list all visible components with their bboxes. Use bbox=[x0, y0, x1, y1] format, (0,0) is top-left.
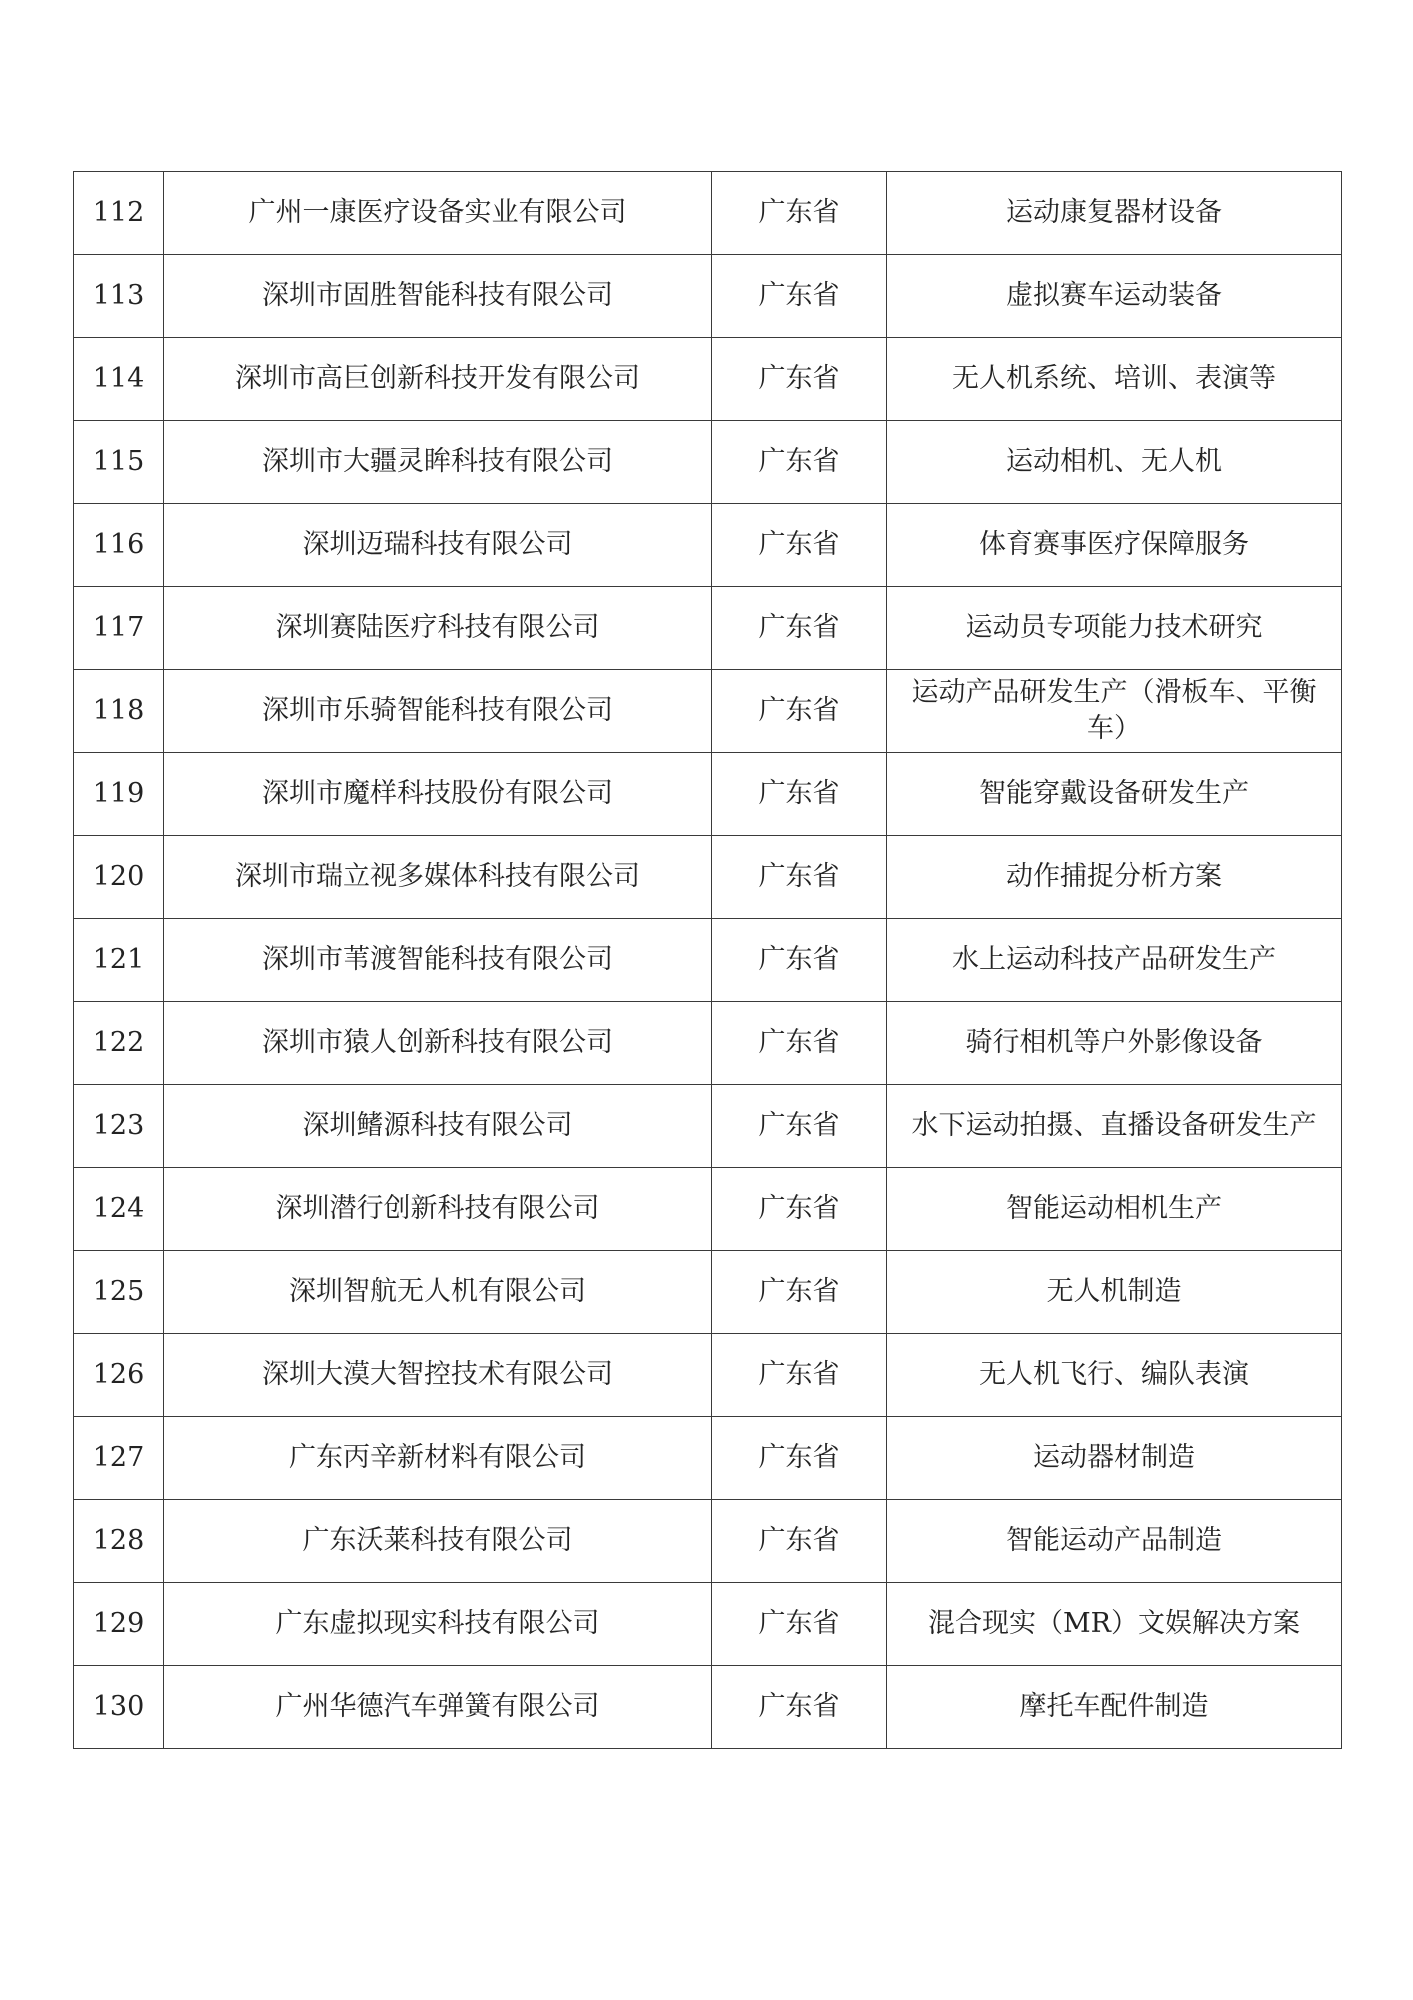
table-row bbox=[74, 1251, 1342, 1334]
row-number-cell: 124 bbox=[74, 1168, 164, 1251]
table-row bbox=[74, 1334, 1342, 1417]
row-number-cell: 114 bbox=[74, 338, 164, 421]
province-cell: 广东省 bbox=[712, 1417, 887, 1500]
business-scope-cell: 运动器材制造 bbox=[887, 1417, 1342, 1500]
table-row bbox=[74, 1417, 1342, 1500]
business-scope-cell: 无人机制造 bbox=[887, 1251, 1342, 1334]
company-name-cell: 深圳潜行创新科技有限公司 bbox=[164, 1168, 712, 1251]
table-row bbox=[74, 836, 1342, 919]
business-scope-cell: 运动康复器材设备 bbox=[887, 172, 1342, 255]
province-cell: 广东省 bbox=[712, 753, 887, 836]
business-scope-cell: 无人机系统、培训、表演等 bbox=[887, 338, 1342, 421]
table-row bbox=[74, 255, 1342, 338]
business-scope-cell: 混合现实（MR）文娱解决方案 bbox=[887, 1583, 1342, 1666]
province-cell: 广东省 bbox=[712, 1583, 887, 1666]
row-number-cell: 118 bbox=[74, 670, 164, 753]
business-scope-cell: 水上运动科技产品研发生产 bbox=[887, 919, 1342, 1002]
business-scope-cell: 运动相机、无人机 bbox=[887, 421, 1342, 504]
province-cell: 广东省 bbox=[712, 836, 887, 919]
row-number-cell: 115 bbox=[74, 421, 164, 504]
company-name-cell: 深圳大漠大智控技术有限公司 bbox=[164, 1334, 712, 1417]
business-scope-cell: 智能运动产品制造 bbox=[887, 1500, 1342, 1583]
company-name-cell: 广东虚拟现实科技有限公司 bbox=[164, 1583, 712, 1666]
company-name-cell: 深圳市乐骑智能科技有限公司 bbox=[164, 670, 712, 753]
row-number-cell: 126 bbox=[74, 1334, 164, 1417]
company-name-cell: 深圳市大疆灵眸科技有限公司 bbox=[164, 421, 712, 504]
table-row bbox=[74, 172, 1342, 255]
row-number-cell: 113 bbox=[74, 255, 164, 338]
province-cell: 广东省 bbox=[712, 919, 887, 1002]
row-number-cell: 128 bbox=[74, 1500, 164, 1583]
table-row bbox=[74, 1168, 1342, 1251]
province-cell: 广东省 bbox=[712, 1334, 887, 1417]
table-row bbox=[74, 1583, 1342, 1666]
business-scope-cell: 骑行相机等户外影像设备 bbox=[887, 1002, 1342, 1085]
business-scope-cell: 虚拟赛车运动装备 bbox=[887, 255, 1342, 338]
row-number-cell: 127 bbox=[74, 1417, 164, 1500]
company-name-cell: 深圳市高巨创新科技开发有限公司 bbox=[164, 338, 712, 421]
table-row bbox=[74, 421, 1342, 504]
table-body bbox=[74, 172, 1342, 1749]
table-row bbox=[74, 587, 1342, 670]
table-row bbox=[74, 1002, 1342, 1085]
business-scope-cell: 无人机飞行、编队表演 bbox=[887, 1334, 1342, 1417]
business-scope-cell: 水下运动拍摄、直播设备研发生产 bbox=[887, 1085, 1342, 1168]
province-cell: 广东省 bbox=[712, 504, 887, 587]
table-row bbox=[74, 753, 1342, 836]
province-cell: 广东省 bbox=[712, 1085, 887, 1168]
row-number-cell: 117 bbox=[74, 587, 164, 670]
company-name-cell: 深圳市瑞立视多媒体科技有限公司 bbox=[164, 836, 712, 919]
province-cell: 广东省 bbox=[712, 587, 887, 670]
table-row bbox=[74, 338, 1342, 421]
company-name-cell: 深圳市魔样科技股份有限公司 bbox=[164, 753, 712, 836]
province-cell: 广东省 bbox=[712, 255, 887, 338]
province-cell: 广东省 bbox=[712, 421, 887, 504]
table-row bbox=[74, 919, 1342, 1002]
table-row bbox=[74, 670, 1342, 753]
company-name-cell: 深圳市猿人创新科技有限公司 bbox=[164, 1002, 712, 1085]
business-scope-cell: 运动员专项能力技术研究 bbox=[887, 587, 1342, 670]
row-number-cell: 112 bbox=[74, 172, 164, 255]
province-cell: 广东省 bbox=[712, 338, 887, 421]
row-number-cell: 116 bbox=[74, 504, 164, 587]
province-cell: 广东省 bbox=[712, 670, 887, 753]
company-name-cell: 深圳市苇渡智能科技有限公司 bbox=[164, 919, 712, 1002]
table-row bbox=[74, 1500, 1342, 1583]
province-cell: 广东省 bbox=[712, 1002, 887, 1085]
business-scope-cell: 动作捕捉分析方案 bbox=[887, 836, 1342, 919]
row-number-cell: 129 bbox=[74, 1583, 164, 1666]
company-name-cell: 广东丙辛新材料有限公司 bbox=[164, 1417, 712, 1500]
company-name-cell: 广州华德汽车弹簧有限公司 bbox=[164, 1666, 712, 1749]
company-name-cell: 深圳鳍源科技有限公司 bbox=[164, 1085, 712, 1168]
row-number-cell: 123 bbox=[74, 1085, 164, 1168]
table-row bbox=[74, 1666, 1342, 1749]
company-name-cell: 深圳智航无人机有限公司 bbox=[164, 1251, 712, 1334]
business-scope-cell: 智能穿戴设备研发生产 bbox=[887, 753, 1342, 836]
company-name-cell: 深圳市固胜智能科技有限公司 bbox=[164, 255, 712, 338]
business-scope-cell: 体育赛事医疗保障服务 bbox=[887, 504, 1342, 587]
row-number-cell: 121 bbox=[74, 919, 164, 1002]
table-row bbox=[74, 1085, 1342, 1168]
company-name-cell: 深圳迈瑞科技有限公司 bbox=[164, 504, 712, 587]
row-number-cell: 120 bbox=[74, 836, 164, 919]
province-cell: 广东省 bbox=[712, 1666, 887, 1749]
province-cell: 广东省 bbox=[712, 172, 887, 255]
province-cell: 广东省 bbox=[712, 1500, 887, 1583]
company-name-cell: 深圳赛陆医疗科技有限公司 bbox=[164, 587, 712, 670]
row-number-cell: 122 bbox=[74, 1002, 164, 1085]
row-number-cell: 119 bbox=[74, 753, 164, 836]
business-scope-cell: 智能运动相机生产 bbox=[887, 1168, 1342, 1251]
province-cell: 广东省 bbox=[712, 1251, 887, 1334]
company-name-cell: 广东沃莱科技有限公司 bbox=[164, 1500, 712, 1583]
province-cell: 广东省 bbox=[712, 1168, 887, 1251]
business-scope-cell: 摩托车配件制造 bbox=[887, 1666, 1342, 1749]
company-table bbox=[73, 171, 1342, 1749]
row-number-cell: 125 bbox=[74, 1251, 164, 1334]
company-name-cell: 广州一康医疗设备实业有限公司 bbox=[164, 172, 712, 255]
table-row bbox=[74, 504, 1342, 587]
row-number-cell: 130 bbox=[74, 1666, 164, 1749]
business-scope-cell: 运动产品研发生产（滑板车、平衡车） bbox=[887, 670, 1342, 753]
